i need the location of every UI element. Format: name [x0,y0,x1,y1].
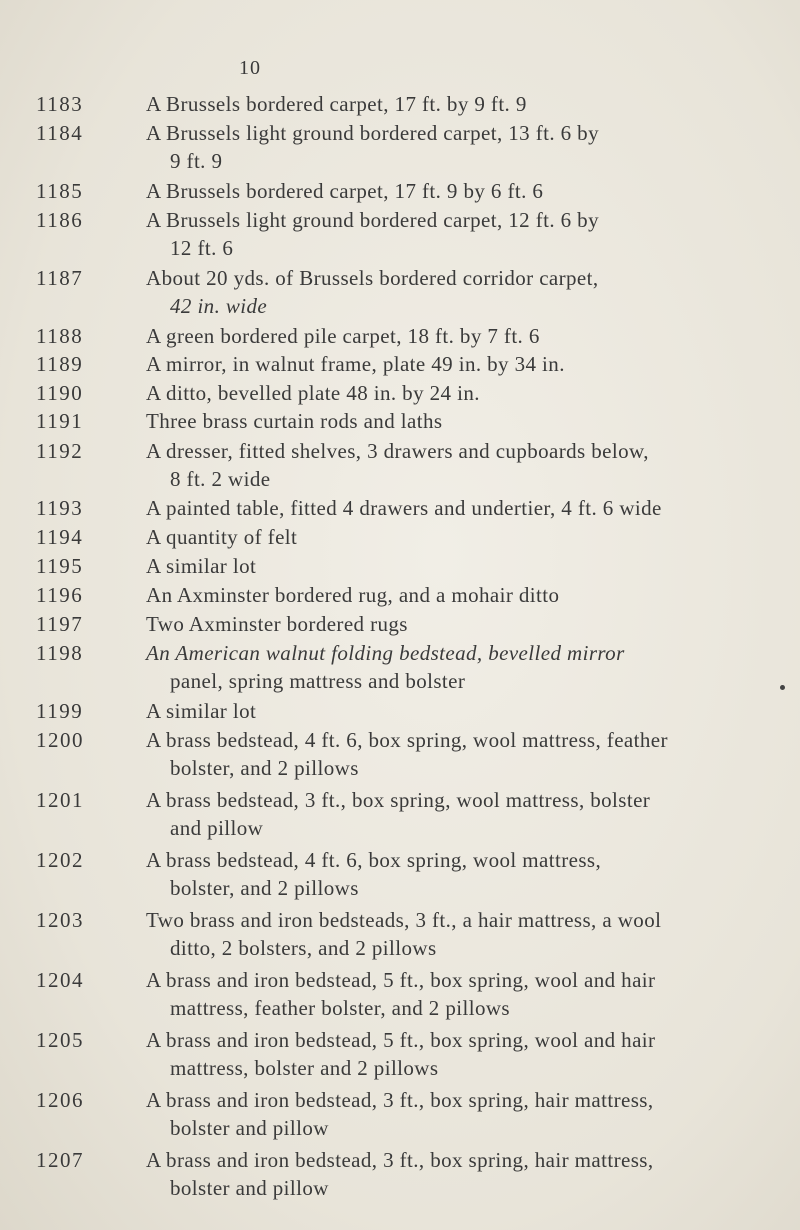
lot-number: 1187 [36,266,84,290]
lot-description: Two Axminster bordered rugs [146,612,408,636]
lot-description: A brass and iron bedstead, 5 ft., box spring, wool and hair mattress, bolster and 2 pillows [146,1028,656,1080]
lot-number: 1196 [36,583,84,607]
lot-description: A Brussels bordered carpet, 17 ft. by 9 ft. 9 [146,92,527,116]
lot-description: An Axminster bordered rug, and a mohair ditto [146,583,560,607]
lot-number: 1199 [36,699,84,723]
lot-description: A brass and iron bedstead, 3 ft., box spring, hair mattress, bolster and pillow [146,1088,654,1140]
lot-number: 1200 [36,728,84,752]
page-number: 10 [239,57,261,79]
lot-description: A Brussels bordered carpet, 17 ft. 9 by 6 ft. 6 [146,179,544,203]
lot-description: A dresser, fitted shelves, 3 drawers and cupboards below, 8 ft. 2 wide [146,439,649,491]
lot-number: 1203 [36,908,84,932]
lot-number: 1183 [36,92,84,116]
lot-number: 1194 [36,525,84,549]
lot-description: A brass and iron bedstead, 5 ft., box spring, wool and hair mattress, feather bolster, and 2 pillows [146,968,656,1020]
lot-description: A mirror, in walnut frame, plate 49 in. by 34 in. [146,352,565,376]
lot-description: A brass bedstead, 4 ft. 6, box spring, wool mattress, feather bolster, and 2 pillows [146,728,668,780]
lot-description: An American walnut folding bedstead, bevelled mirror panel, spring mattress and bolster [146,641,625,693]
lot-number: 1192 [36,439,84,463]
lot-number: 1198 [36,641,84,665]
lot-description: A similar lot [146,554,257,578]
lot-number: 1190 [36,381,84,405]
lot-number: 1191 [36,409,84,433]
lot-description: About 20 yds. of Brussels bordered corridor carpet, 42 in. wide [146,266,599,318]
lot-number: 1207 [36,1148,84,1172]
ink-speck [780,685,785,690]
lot-number: 1193 [36,496,84,520]
lot-number: 1186 [36,208,84,232]
lot-number: 1205 [36,1028,84,1052]
lot-description: A Brussels light ground bordered carpet, 13 ft. 6 by 9 ft. 9 [146,121,599,173]
lot-description: A painted table, fitted 4 drawers and undertier, 4 ft. 6 wide [146,496,662,520]
lot-number: 1189 [36,352,84,376]
lot-number: 1195 [36,554,84,578]
lot-description: A brass and iron bedstead, 3 ft., box spring, hair mattress, bolster and pillow [146,1148,654,1200]
lot-description: Two brass and iron bedsteads, 3 ft., a hair mattress, a wool ditto, 2 bolsters, and 2 pillows [146,908,662,960]
lot-number: 1206 [36,1088,84,1112]
lot-number: 1184 [36,121,84,145]
lot-description: A brass bedstead, 3 ft., box spring, wool mattress, bolster and pillow [146,788,651,840]
lot-description: A similar lot [146,699,257,723]
lot-description: A brass bedstead, 4 ft. 6, box spring, wool mattress, bolster, and 2 pillows [146,848,602,900]
lot-number: 1202 [36,848,84,872]
lot-description: Three brass curtain rods and laths [146,409,443,433]
lot-number: 1197 [36,612,84,636]
lot-number: 1188 [36,324,84,348]
lot-description: A quantity of felt [146,525,298,549]
lot-number: 1201 [36,788,84,812]
lot-number: 1185 [36,179,84,203]
lot-description: A ditto, bevelled plate 48 in. by 24 in. [146,381,480,405]
lot-description: A Brussels light ground bordered carpet, 12 ft. 6 by 12 ft. 6 [146,208,599,260]
lot-description: A green bordered pile carpet, 18 ft. by 7 ft. 6 [146,324,540,348]
lot-number: 1204 [36,968,84,992]
